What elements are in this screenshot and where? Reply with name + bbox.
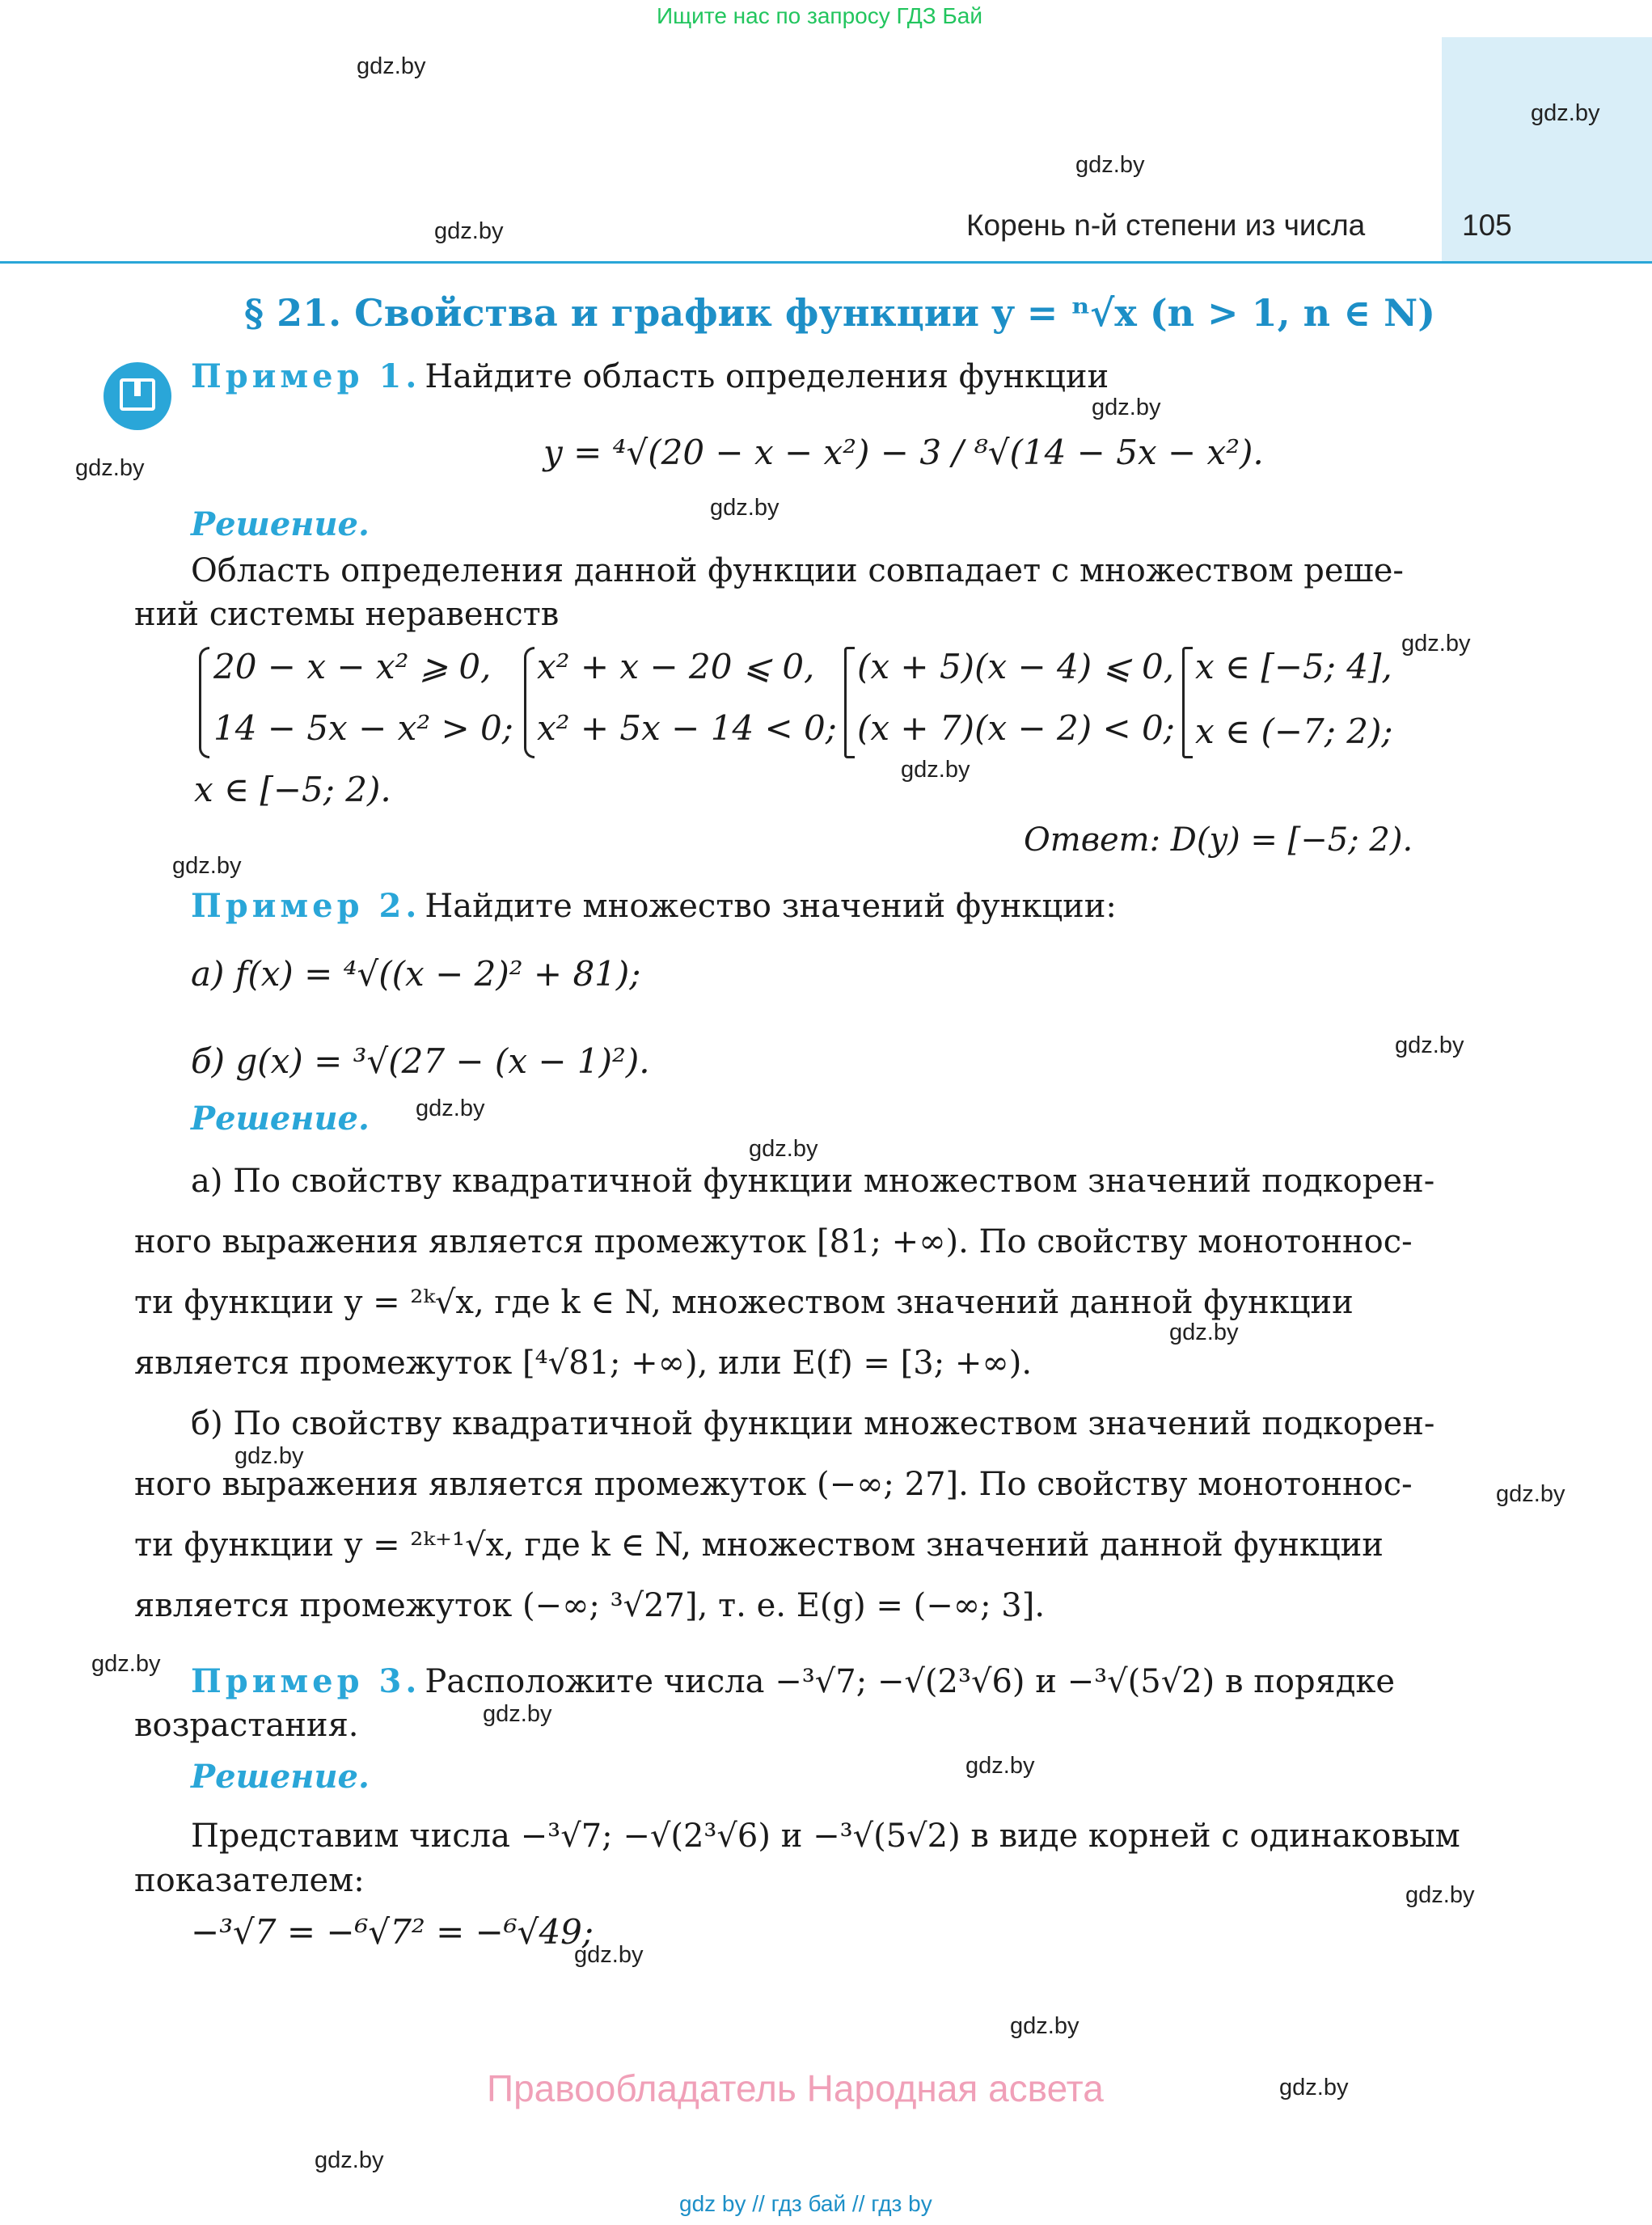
system1-brace <box>199 647 209 758</box>
system3-line-b: (x + 7)(x − 2) < 0; <box>857 708 1175 748</box>
top-banner: Ищите нас по запросу ГДЗ Бай <box>657 3 983 28</box>
system3-bracket <box>844 647 855 758</box>
watermark: gdz.by <box>1075 152 1145 178</box>
example2-item-b: б) g(x) = ³√(27 − (x − 1)²). <box>191 1041 650 1081</box>
example3-text2: показателем: <box>134 1862 365 1899</box>
watermark: gdz.by <box>1169 1319 1239 1345</box>
example2-para-a1: а) По свойству квадратичной функции множеством значений подкорен- <box>191 1163 1435 1200</box>
example1-answer: Ответ: D(y) = [−5; 2). <box>1024 821 1413 859</box>
system2-line-b: x² + 5x − 14 < 0; <box>537 708 837 748</box>
example3-solution-label: Решение. <box>191 1758 370 1796</box>
book-icon <box>104 362 171 430</box>
system3-line-a: (x + 5)(x − 4) ⩽ 0, <box>857 647 1175 686</box>
system1-line-b: 14 − 5x − x² > 0; <box>213 708 513 748</box>
watermark: gdz.by <box>234 1443 304 1469</box>
example1-text-line2: ний системы неравенств <box>134 596 560 633</box>
example3-heading <box>191 1661 1395 1703</box>
watermark: gdz.by <box>901 757 970 783</box>
header-rule <box>0 261 1652 264</box>
watermark: gdz.by <box>75 455 145 481</box>
watermark: gdz.by <box>315 2147 384 2173</box>
watermark: gdz.by <box>1395 1032 1464 1058</box>
watermark: gdz.by <box>1496 1481 1565 1507</box>
example3-text1: Представим числа −³√7; −√(2³√6) и −³√(5√2) в виде корней с одинаковым <box>191 1818 1460 1855</box>
bottom-links[interactable]: gdz by // гдз бай // гдз by <box>679 2191 932 2216</box>
example3-lead: Пример 3. <box>191 1662 421 1700</box>
system4-bracket <box>1182 647 1193 758</box>
example2-para-b4: является промежуток (−∞; ³√27], т. е. E(g) = (−∞; 3]. <box>134 1587 1046 1624</box>
watermark: gdz.by <box>1279 2075 1349 2100</box>
watermark: gdz.by <box>1531 100 1600 126</box>
system1-line-a: 20 − x − x² ⩾ 0, <box>213 647 492 686</box>
example2-lead: Пример 2. <box>191 887 421 925</box>
example2-heading <box>191 885 1117 927</box>
watermark: gdz.by <box>416 1096 485 1121</box>
example1-solution-label: Решение. <box>191 505 370 543</box>
example1-lead: Пример 1. <box>191 357 421 395</box>
copyright-footer: Правообладатель Народная асвета <box>487 2067 1104 2109</box>
example2-task: Найдите множество значений функции: <box>425 888 1117 925</box>
example2-para-b1: б) По свойству квадратичной функции множеством значений подкорен- <box>191 1405 1435 1442</box>
system4-line-a: x ∈ [−5; 4], <box>1195 647 1392 686</box>
watermark: gdz.by <box>965 1753 1035 1779</box>
watermark: gdz.by <box>574 1942 644 1968</box>
example2-para-b2: ного выражения является промежуток (−∞; 27]. По свойству монотоннос- <box>134 1466 1413 1503</box>
example3-task: Расположите числа −³√7; −√(2³√6) и −³√(5√2) в порядке <box>425 1663 1396 1700</box>
watermark: gdz.by <box>483 1701 552 1727</box>
example2-item-a: а) f(x) = ⁴√((x − 2)² + 81); <box>191 954 641 994</box>
example3-calc: −³√7 = −⁶√7² = −⁶√49; <box>191 1912 594 1952</box>
watermark: gdz.by <box>1401 631 1471 657</box>
example1-heading <box>191 356 1109 398</box>
running-title: Корень n-й степени из числа <box>966 209 1366 242</box>
example1-result: x ∈ [−5; 2). <box>194 770 391 809</box>
system2-brace <box>524 647 534 758</box>
example2-solution-label: Решение. <box>191 1100 370 1138</box>
example2-para-a2: ного выражения является промежуток [81; +∞). По свойству монотоннос- <box>134 1223 1413 1260</box>
watermark: gdz.by <box>1010 2013 1080 2039</box>
watermark: gdz.by <box>1405 1882 1475 1908</box>
watermark: gdz.by <box>357 53 426 79</box>
example1-task: Найдите область определения функции <box>425 358 1109 395</box>
watermark: gdz.by <box>91 1651 161 1677</box>
example1-formula: y = ⁴√(20 − x − x²) − 3 / ⁸√(14 − 5x − x²). <box>543 433 1264 472</box>
watermark: gdz.by <box>749 1136 818 1162</box>
example3-task-line2: возрастания. <box>134 1707 359 1744</box>
example2-para-a3: ти функции y = ²ᵏ√x, где k ∈ N, множеством значений данной функции <box>134 1284 1354 1321</box>
watermark: gdz.by <box>710 495 780 521</box>
watermark: gdz.by <box>172 853 242 879</box>
system2-line-a: x² + x − 20 ⩽ 0, <box>537 647 815 686</box>
example1-text-line1: Область определения данной функции совпадает с множеством реше- <box>191 552 1404 589</box>
watermark: gdz.by <box>1092 395 1161 420</box>
example2-para-a4: является промежуток [⁴√81; +∞), или E(f) = [3; +∞). <box>134 1345 1033 1382</box>
section-title: § 21. Свойства и график функции y = ⁿ√x (n > 1, n ∈ N) <box>244 291 1435 335</box>
example2-para-b3: ти функции y = ²ᵏ⁺¹√x, где k ∈ N, множеством значений данной функции <box>134 1526 1384 1564</box>
watermark: gdz.by <box>434 218 504 244</box>
page-number: 105 <box>1462 209 1512 242</box>
system4-line-b: x ∈ (−7; 2); <box>1195 711 1393 751</box>
